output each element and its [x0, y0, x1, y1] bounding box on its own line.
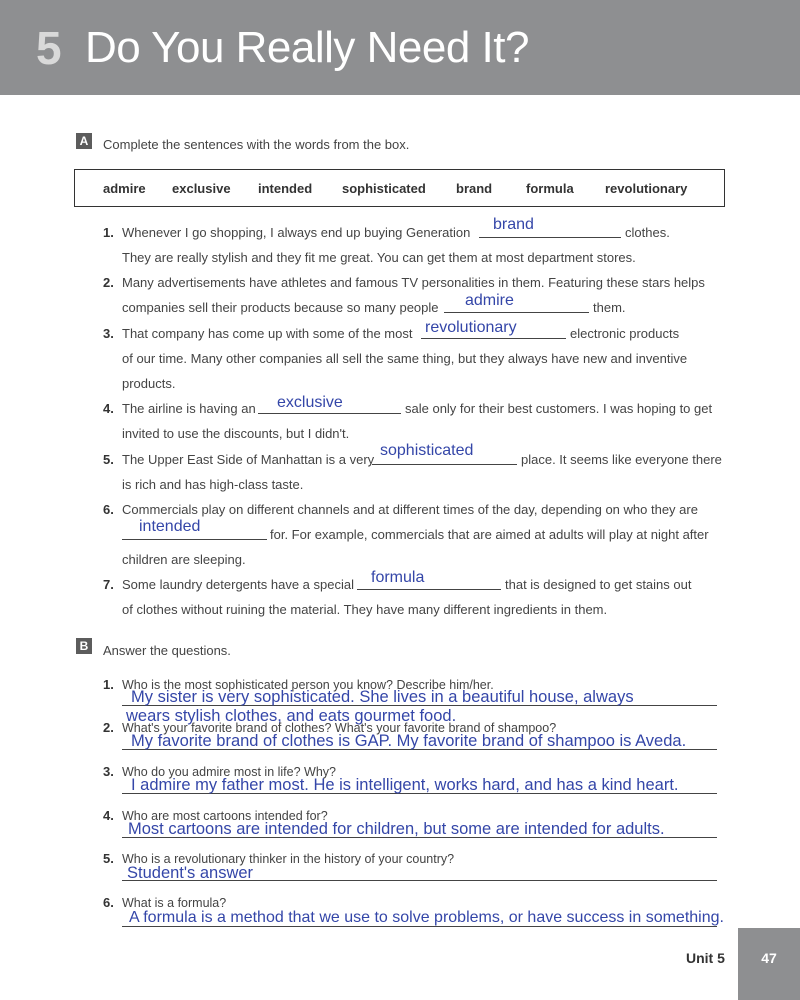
handwritten-answer: Most cartoons are intended for children, but some are intended for adults. [128, 820, 665, 838]
item-number: 6. [103, 895, 114, 910]
item-text: place. It seems like everyone there [521, 452, 722, 467]
item-number: 1. [103, 225, 114, 240]
handwritten-answer: My sister is very sophisticated. She lives in a beautiful house, always [131, 688, 634, 706]
handwritten-answer: Student's answer [127, 864, 254, 882]
item-number: 5. [103, 851, 114, 866]
page-number-box [738, 928, 800, 1000]
answer-blank[interactable] [258, 413, 401, 414]
page-number: 47 [761, 950, 777, 966]
section-b-badge: B [76, 638, 92, 654]
unit-number: 5 [36, 22, 62, 74]
word-box-item: admire [103, 181, 146, 196]
question-text: Who are most cartoons intended for? [122, 809, 328, 823]
item-text: of clothes without ruining the material. They have many different ingredients in them. [122, 602, 608, 617]
item-text: them. [593, 300, 626, 315]
section-b-instruction: Answer the questions. [103, 643, 231, 658]
item-number: 6. [103, 502, 114, 517]
item-number: 3. [103, 326, 114, 341]
handwritten-answer: brand [493, 216, 534, 233]
question-text: Who is the most sophisticated person you know? Describe him/her. [122, 678, 494, 692]
question-text: What's your favorite brand of clothes? What's your favorite brand of shampoo? [122, 721, 557, 735]
item-text: They are really stylish and they fit me great. You can get them at most department stores. [122, 250, 636, 265]
item-text: clothes. [625, 225, 670, 240]
handwritten-answer: sophisticated [380, 442, 474, 459]
handwritten-answer: revolutionary [425, 319, 517, 336]
word-box-item: brand [456, 181, 493, 196]
section-a-badge: A [76, 133, 92, 149]
question-text: Who do you admire most in life? Why? [122, 765, 336, 779]
handwritten-answer: admire [465, 292, 514, 309]
word-box-item: formula [526, 181, 574, 196]
word-box-item: intended [258, 181, 313, 196]
item-text: Whenever I go shopping, I always end up buying Generation [122, 225, 471, 240]
item-number: 5. [103, 452, 114, 467]
word-box-item: sophisticated [342, 181, 426, 196]
page-title: Do You Really Need It? [85, 23, 529, 72]
handwritten-answer: wears stylish clothes, and eats gourmet food. [126, 707, 457, 725]
question-text: What is a formula? [122, 896, 227, 910]
item-number: 3. [103, 764, 114, 779]
answer-blank[interactable] [372, 464, 517, 465]
item-number: 1. [103, 677, 114, 692]
handwritten-answer: I admire my father most. He is intelligent, works hard, and has a kind heart. [131, 776, 679, 794]
section-a-instruction: Complete the sentences with the words from the box. [103, 137, 410, 152]
item-number: 2. [103, 275, 114, 290]
word-box [74, 169, 725, 207]
handwritten-answer: exclusive [277, 394, 343, 411]
unit-header [0, 0, 800, 95]
handwritten-answer: intended [139, 518, 201, 535]
handwritten-answer: formula [371, 569, 425, 586]
word-box-item: revolutionary [605, 181, 688, 196]
answer-blank[interactable] [357, 589, 501, 590]
item-text: invited to use the discounts, but I didn't. [122, 426, 350, 441]
handwritten-answer: My favorite brand of clothes is GAP. My favorite brand of shampoo is Aveda. [131, 732, 687, 750]
answer-blank[interactable] [122, 539, 267, 540]
item-number: 7. [103, 577, 114, 592]
item-text: sale only for their best customers. I was hoping to get [405, 401, 713, 416]
answer-blank[interactable] [444, 312, 589, 313]
item-text: that is designed to get stains out [505, 577, 692, 592]
item-number: 4. [103, 808, 114, 823]
handwritten-answer: A formula is a method that we use to solve problems, or have success in something. [129, 909, 724, 926]
item-text: electronic products [570, 326, 680, 341]
unit-label: Unit 5 [686, 950, 725, 966]
item-number: 4. [103, 401, 114, 416]
item-text: The Upper East Side of Manhattan is a very [122, 452, 375, 467]
word-box-item: exclusive [172, 181, 231, 196]
item-text: for. For example, commercials that are aimed at adults will play at night after [270, 527, 709, 542]
item-text: Many advertisements have athletes and famous TV personalities in them. Featuring these stars helps [122, 275, 705, 290]
item-number: 2. [103, 720, 114, 735]
item-text: Commercials play on different channels and at different times of the day, depending on who they are [122, 502, 698, 517]
item-text: of our time. Many other companies all sell the same thing, but they always have new and inventive [122, 351, 688, 366]
answer-blank[interactable] [479, 237, 621, 238]
item-text: children are sleeping. [122, 552, 246, 567]
item-text: is rich and has high-class taste. [122, 477, 304, 492]
item-text: products. [122, 376, 176, 391]
answer-blank[interactable] [421, 338, 566, 339]
item-text: Some laundry detergents have a special [122, 577, 354, 592]
question-text: Who is a revolutionary thinker in the history of your country? [122, 852, 455, 866]
item-text: The airline is having an [122, 401, 256, 416]
item-text: That company has come up with some of the most [122, 326, 413, 341]
item-text: companies sell their products because so many people [122, 300, 439, 315]
